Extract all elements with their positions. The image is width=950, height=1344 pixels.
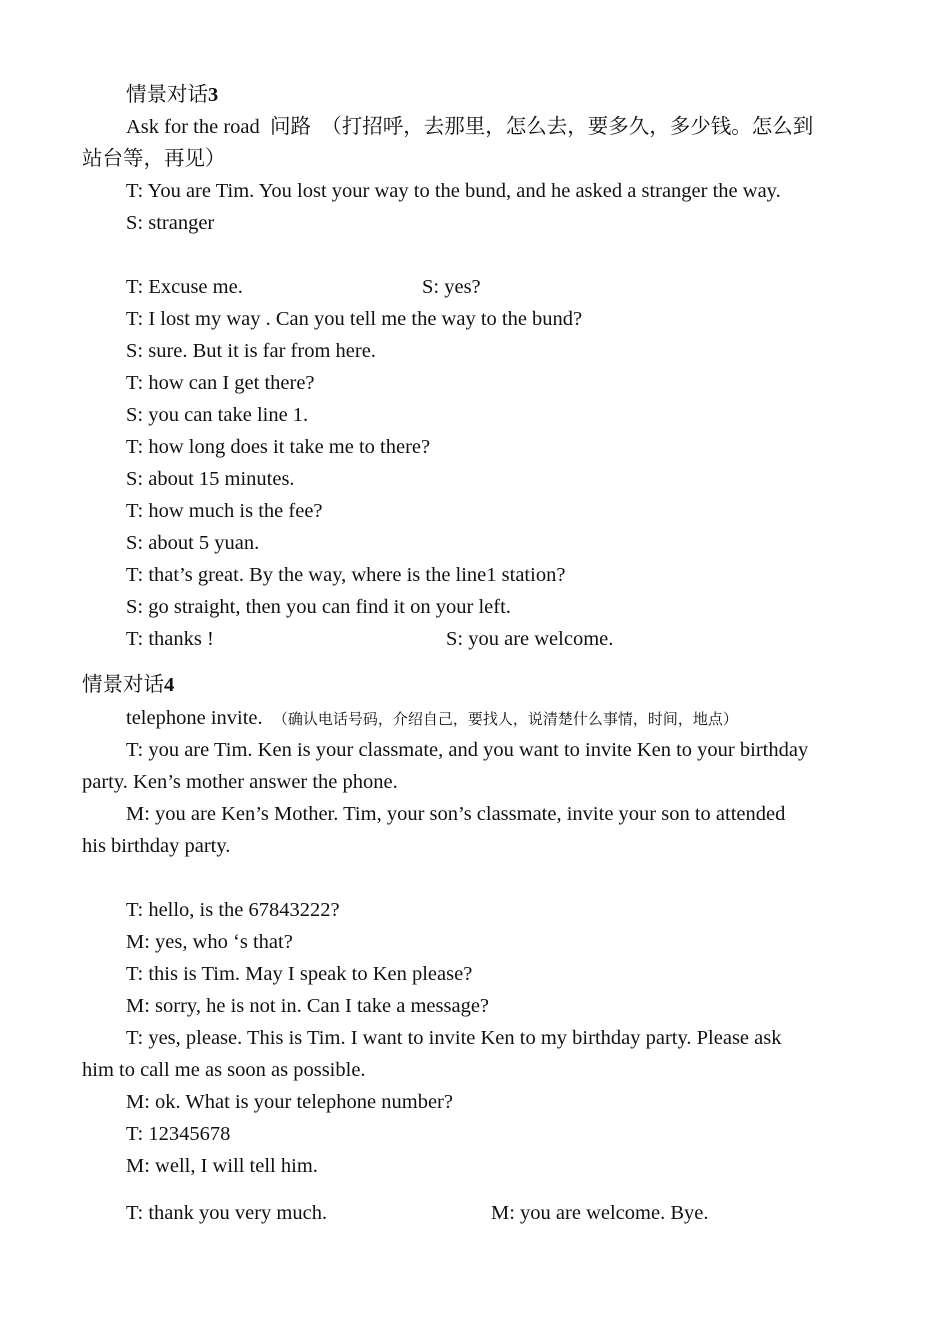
topic-note: （打招呼，去那里，怎么去，要多久，多少钱。怎么到	[321, 116, 814, 138]
dialogue-line: S: about 15 minutes.	[126, 468, 295, 490]
heading-text: 情景对话	[126, 84, 208, 106]
topic-en: Ask for the road	[126, 116, 260, 138]
dialogue-line: M: well, I will tell him.	[126, 1155, 318, 1177]
heading-number: 3	[208, 84, 219, 106]
dialogue-line: S: sure. But it is far from here.	[126, 340, 376, 362]
topic-en: telephone invite.	[126, 707, 263, 729]
role-s: S: stranger	[126, 212, 215, 234]
heading-text: 情景对话	[82, 674, 164, 696]
dialogue-line: T: this is Tim. May I speak to Ken please?	[126, 963, 473, 985]
role-m: M: you are Ken’s Mother. Tim, your son’s classmate, invite your son to attended	[126, 803, 786, 825]
speaker-t-line: T: thanks !	[126, 628, 214, 650]
speaker-m-line: M: you are welcome. Bye.	[491, 1202, 709, 1224]
dialogue-line: T: how can I get there?	[126, 372, 315, 394]
dialogue-line: T: hello, is the 67843222?	[126, 899, 340, 921]
dialogue-line: T: I lost my way . Can you tell me the way to the bund?	[126, 308, 583, 330]
section-3-heading	[126, 81, 218, 109]
speaker-s-line: S: you are welcome.	[446, 628, 614, 650]
role-m-cont: his birthday party.	[82, 835, 231, 857]
dialogue-line: M: ok. What is your telephone number?	[126, 1091, 453, 1113]
dialogue-line: S: go straight, then you can find it on your left.	[126, 596, 511, 618]
role-t: T: you are Tim. Ken is your classmate, and you want to invite Ken to your birthday	[126, 739, 809, 761]
dialogue-line: S: you can take line 1.	[126, 404, 309, 426]
section-4-heading	[82, 671, 174, 699]
dialogue-line: M: sorry, he is not in. Can I take a message?	[126, 995, 490, 1017]
dialogue-line	[126, 1199, 826, 1227]
dialogue-line: T: how much is the fee?	[126, 500, 323, 522]
dialogue-line: M: yes, who ‘s that?	[126, 931, 293, 953]
section-3-topic-cont: 站台等，再见）	[82, 148, 226, 170]
speaker-t-line: T: Excuse me.	[126, 276, 243, 298]
topic-note: （确认电话号码，介绍自己，要找人，说清楚什么事情，时间，地点）	[272, 712, 738, 728]
topic-cn: 问路	[270, 116, 312, 138]
dialogue-line-cont: him to call me as soon as possible.	[82, 1059, 366, 1081]
dialogue-line: T: 12345678	[126, 1123, 231, 1145]
role-t: T: You are Tim. You lost your way to the bund, and he asked a stranger the way.	[126, 180, 781, 202]
dialogue-line	[126, 273, 826, 301]
role-t-cont: party. Ken’s mother answer the phone.	[82, 771, 398, 793]
section-3-topic	[126, 113, 813, 141]
dialogue-line: T: yes, please. This is Tim. I want to invite Ken to my birthday party. Please ask	[126, 1027, 782, 1049]
heading-number: 4	[164, 674, 175, 696]
section-4-topic	[126, 704, 738, 734]
speaker-t-line: T: thank you very much.	[126, 1202, 328, 1224]
dialogue-line: S: about 5 yuan.	[126, 532, 260, 554]
dialogue-line: T: that’s great. By the way, where is the line1 station?	[126, 564, 566, 586]
dialogue-line	[126, 625, 826, 653]
dialogue-line: T: how long does it take me to there?	[126, 436, 431, 458]
speaker-s-line: S: yes?	[422, 276, 481, 298]
